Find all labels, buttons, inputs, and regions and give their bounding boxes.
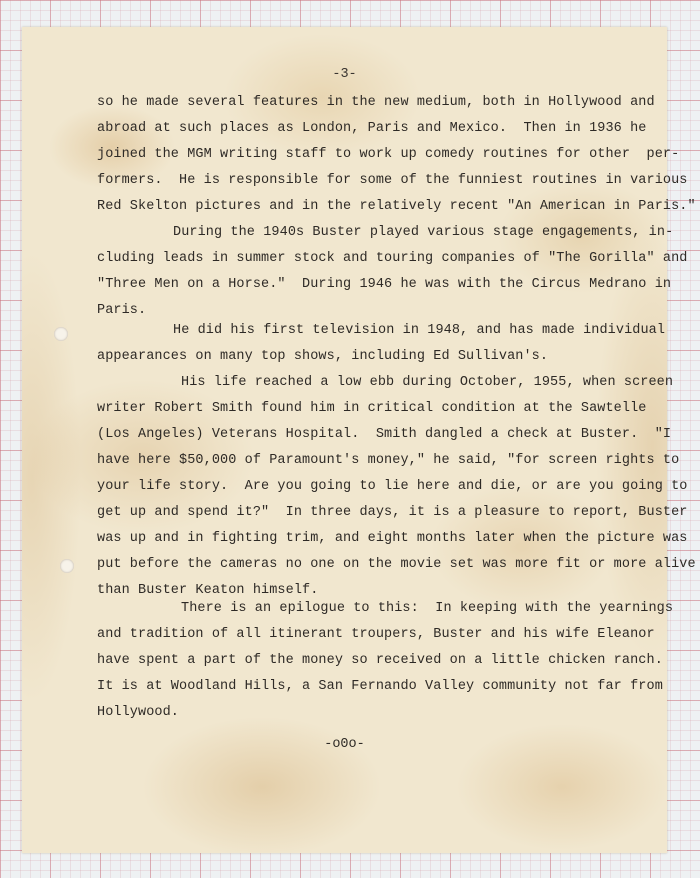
- text-line: During the 1940s Buster played various stage engagements, in-: [173, 225, 674, 240]
- text-line: formers. He is responsible for some of the funniest routines in various: [97, 173, 688, 188]
- text-line: Red Skelton pictures and in the relatively recent "An American in Paris.": [97, 199, 696, 214]
- text-line: so he made several features in the new medium, both in Hollywood and: [97, 95, 655, 110]
- text-line: have spent a part of the money so received on a little chicken ranch.: [97, 653, 663, 668]
- text-line: Hollywood.: [97, 705, 180, 720]
- text-line: your life story. Are you going to lie here and die, or are you going to: [97, 479, 688, 494]
- text-line: abroad at such places as London, Paris and Mexico. Then in 1936 he: [97, 121, 647, 136]
- text-line: (Los Angeles) Veterans Hospital. Smith dangled a check at Buster. "I: [97, 427, 672, 442]
- text-line: than Buster Keaton himself.: [97, 583, 319, 598]
- page-number: -3-: [332, 67, 357, 82]
- text-line: and tradition of all itinerant troupers, Buster and his wife Eleanor: [97, 627, 655, 642]
- text-line: There is an epilogue to this: In keeping with the yearnings: [181, 601, 674, 616]
- text-line: It is at Woodland Hills, a San Fernando Valley community not far from: [97, 679, 663, 694]
- text-line: have here $50,000 of Paramount's money," he said, "for screen rights to: [97, 453, 680, 468]
- text-line: was up and in fighting trim, and eight months later when the picture was: [97, 531, 688, 546]
- end-mark: -o0o-: [324, 737, 365, 752]
- text-line: joined the MGM writing staff to work up comedy routines for other per-: [97, 147, 680, 162]
- text-line: He did his first television in 1948, and has made individual: [173, 323, 666, 338]
- punch-hole: [60, 559, 74, 573]
- document-page: [22, 27, 696, 853]
- text-line: appearances on many top shows, including Ed Sullivan's.: [97, 349, 549, 364]
- text-line: get up and spend it?" In three days, it is a pleasure to report, Buster: [97, 505, 688, 520]
- text-line: put before the cameras no one on the movie set was more fit or more alive: [97, 557, 696, 572]
- punch-hole: [54, 327, 68, 341]
- text-line: cluding leads in summer stock and touring companies of "The Gorilla" and: [97, 251, 688, 266]
- text-line: Paris.: [97, 303, 147, 318]
- text-line: His life reached a low ebb during October, 1955, when screen: [181, 375, 674, 390]
- text-line: writer Robert Smith found him in critical condition at the Sawtelle: [97, 401, 647, 416]
- text-line: "Three Men on a Horse." During 1946 he was with the Circus Medrano in: [97, 277, 672, 292]
